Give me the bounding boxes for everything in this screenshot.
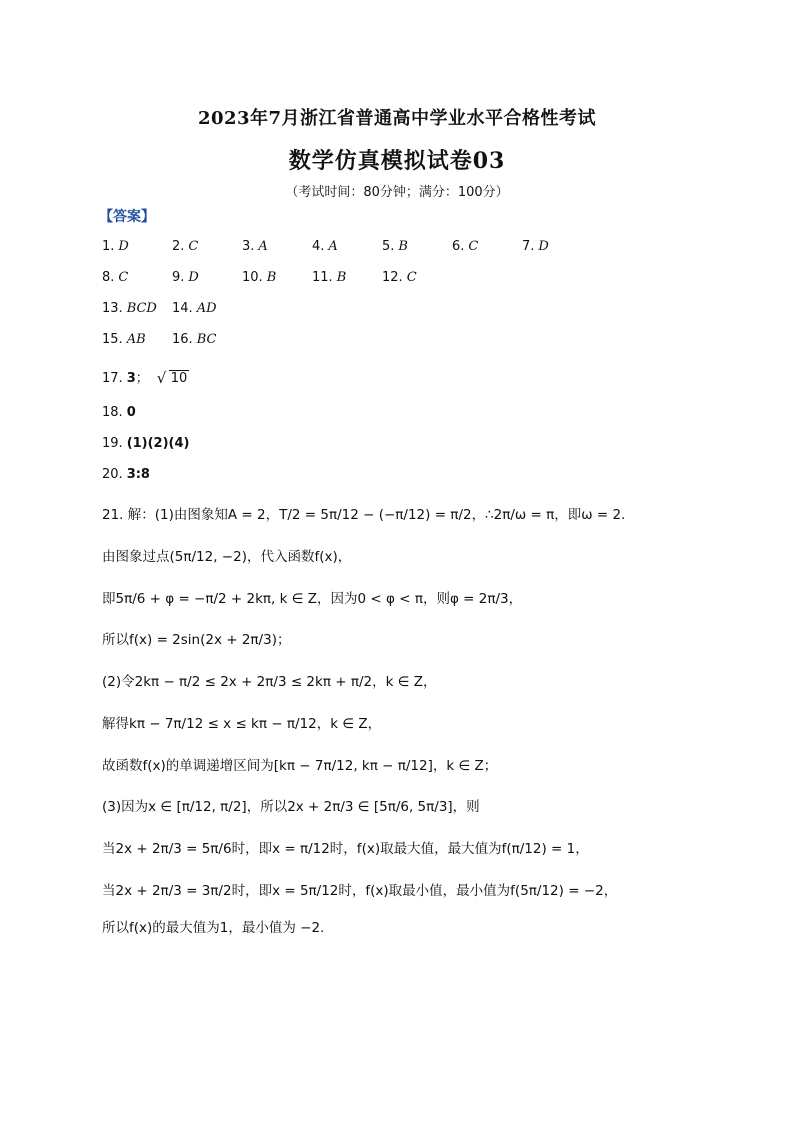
answer-item: 5. B (382, 239, 408, 254)
solution-line: 所以f(x)的最大值为1，最小值为 −2. (102, 920, 325, 936)
solution-line: 所以f(x) = 2sin(2x + 2π/3)； (102, 632, 291, 648)
answer-item: 3. A (242, 239, 268, 254)
answer-item: 2. C (172, 239, 199, 254)
solution-line: 解得kπ − 7π/12 ≤ x ≤ kπ − π/12，k ∈ Z， (102, 716, 382, 732)
exam-meta: （考试时间：80分钟；满分：100分） (285, 185, 509, 200)
exam-title: 2023年7月浙江省普通高中学业水平合格性考试 (197, 108, 597, 129)
answers-section-label: 【答案】 (99, 209, 155, 225)
answer-item: 19. (1)(2)(4) (102, 436, 190, 451)
answer-item: 15. AB (102, 332, 146, 347)
solution-line: (3)因为x ∈ [π/12, π/2]，所以2x + 2π/3 ∈ [5π/6, 5π/3]，则 (102, 799, 480, 815)
answer-item: 10. B (242, 270, 277, 285)
solution-line: 由图象过点(5π/12, −2)，代入函数f(x)， (102, 549, 352, 565)
answer-item: 6. C (452, 239, 479, 254)
answer-item: 13. BCD (102, 301, 157, 316)
solution-line: 当2x + 2π/3 = 5π/6时，即x = π/12时，f(x)取最大值，最大值为f(π/12) = 1， (102, 841, 589, 857)
answer-item: 12. C (382, 270, 417, 285)
answer-item: 8. C (102, 270, 129, 285)
answer-item: 1. D (102, 239, 129, 254)
solution-line: 21. 解：(1)由图象知A = 2，T/2 = 5π/12 − (−π/12) = π/2，∴2π/ω = π，即ω = 2. (102, 507, 626, 523)
exam-subtitle: 数学仿真模拟试卷03 (288, 148, 506, 174)
solution-line: 即5π/6 + φ = −π/2 + 2kπ, k ∈ Z，因为0 < φ < π，则φ = 2π/3， (102, 591, 523, 607)
answer-item: 9. D (172, 270, 199, 285)
answer-item: 16. BC (172, 332, 217, 347)
answer-item: 7. D (522, 239, 549, 254)
answer-item: 4. A (312, 239, 338, 254)
solution-line: (2)令2kπ − π/2 ≤ 2x + 2π/3 ≤ 2kπ + π/2，k ∈ Z， (102, 674, 437, 690)
sqrt-expression: √ 10 (159, 371, 190, 386)
answer-item: 11. B (312, 270, 347, 285)
solution-line: 当2x + 2π/3 = 3π/2时，即x = 5π/12时，f(x)取最小值，最小值为f(5π/12) = −2， (102, 883, 618, 899)
answer-item: 20. 3:8 (102, 467, 150, 482)
answer-item: 14. AD (172, 301, 217, 316)
solution-line: 故函数f(x)的单调递增区间为[kπ − 7π/12, kπ − π/12]，k ∈ Z； (102, 758, 498, 774)
answer-item: 18. 0 (102, 405, 136, 420)
answer-item: 17. 3；√ 10 (102, 367, 189, 386)
